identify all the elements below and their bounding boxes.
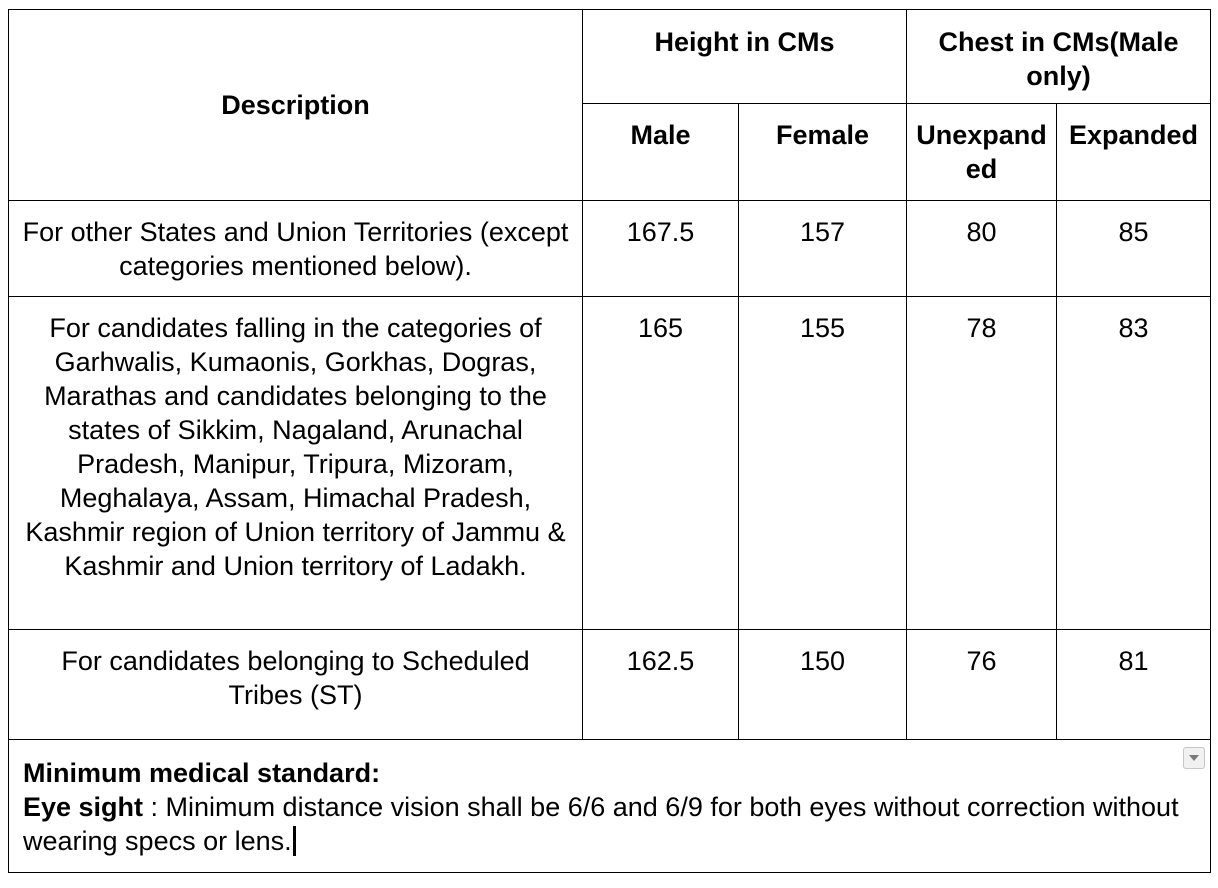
table-row [9, 630, 1211, 740]
footer-row [9, 740, 1211, 873]
row-description[interactable]: For candidates falling in the categories of Garhwalis, Kumaonis, Gorkhas, Dogras, Marathas and candidates belonging to the states of Sikkim, Nagaland, Arunachal Pradesh, Manipur, Tripura, Mizoram, Meghalaya, Assam, Himachal Pradesh, Kashmir region of Union territory of Jammu & Kashmir and Union territory of Ladakh. [9, 297, 583, 630]
height-male-cell[interactable]: 167.5 [583, 201, 739, 297]
unexpanded-label: Unexpanded [916, 120, 1047, 185]
chest-expanded-cell[interactable]: 81 [1057, 630, 1211, 740]
height-female-cell[interactable]: 150 [739, 630, 907, 740]
medical-standard-cell[interactable] [9, 740, 1211, 873]
chest-unexpanded-cell[interactable]: 78 [907, 297, 1057, 630]
height-female-cell[interactable]: 157 [739, 201, 907, 297]
unexpanded-header[interactable] [907, 104, 1057, 201]
height-male-cell[interactable]: 162.5 [583, 630, 739, 740]
chest-group-header[interactable]: Chest in CMs(Male only) [907, 10, 1211, 104]
row-description[interactable]: For candidates belonging to Scheduled Tribes (ST) [9, 630, 583, 740]
height-female-cell[interactable]: 155 [739, 297, 907, 630]
standards-table [8, 9, 1211, 873]
row-description[interactable]: For other States and Union Territories (except categories mentioned below). [9, 201, 583, 297]
expanded-header[interactable] [1057, 104, 1211, 201]
table-row [9, 297, 1211, 630]
chest-unexpanded-cell[interactable]: 76 [907, 630, 1057, 740]
dropdown-arrow-icon[interactable] [1183, 747, 1205, 769]
female-header[interactable]: Female [739, 104, 907, 201]
header-row-top [9, 10, 1211, 104]
eye-sight-label: Eye sight [23, 792, 144, 822]
chest-expanded-cell[interactable]: 83 [1057, 297, 1211, 630]
chest-unexpanded-cell[interactable]: 80 [907, 201, 1057, 297]
table-row [9, 201, 1211, 297]
footer-title: Minimum medical standard: [23, 758, 381, 788]
chest-expanded-cell[interactable]: 85 [1057, 201, 1211, 297]
text-cursor [293, 826, 296, 856]
expanded-label: Expanded [1068, 120, 1199, 151]
male-header[interactable]: Male [583, 104, 739, 201]
height-group-header[interactable]: Height in CMs [583, 10, 907, 104]
eye-sight-paragraph [23, 790, 1196, 858]
description-header[interactable]: Description [9, 10, 583, 201]
eye-sight-text: : Minimum distance vision shall be 6/6 and 6/9 for both eyes without correction without wearing specs or lens. [23, 792, 1179, 856]
height-male-cell[interactable]: 165 [583, 297, 739, 630]
